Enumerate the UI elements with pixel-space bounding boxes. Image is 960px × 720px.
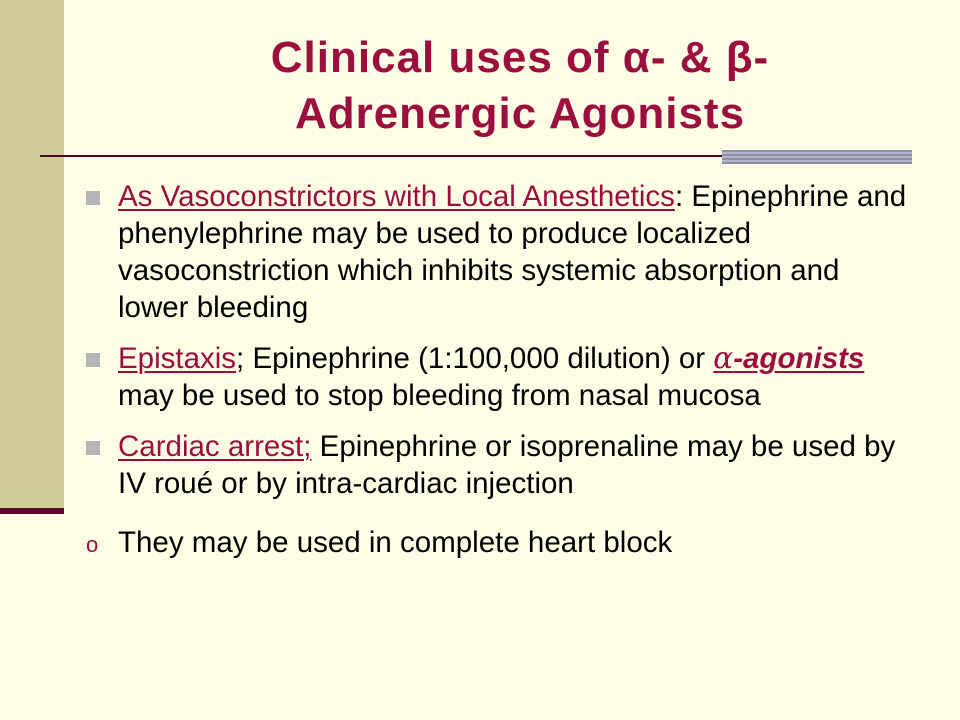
left-decorative-band [0, 0, 64, 512]
left-band-rule [0, 508, 64, 514]
item-separator: : [674, 180, 684, 213]
alpha-symbol: α [713, 341, 734, 375]
slide-title [80, 30, 960, 142]
list-item [86, 340, 916, 414]
square-bullet-icon [86, 191, 100, 205]
item-link-cardiac-arrest[interactable]: Cardiac arrest; [118, 430, 312, 463]
item-text: Epinephrine and phenylephrine may be used to produce localized vasoconstriction which inhibits systemic absorption and lower bleeding [118, 180, 907, 324]
item-text-continued: may be used to stop bleeding from nasal mucosa [118, 379, 761, 412]
circle-bullet-icon: o [86, 532, 99, 557]
item-link-epistaxis[interactable]: Epistaxis [118, 342, 237, 375]
bullet-list [86, 178, 916, 575]
item-text: They may be used in complete heart block [118, 526, 673, 559]
item-link-vasoconstrictors[interactable]: As Vasoconstrictors with Local Anesthetics [118, 180, 675, 213]
alpha-agonists-label: -agonists [733, 342, 865, 375]
title-accent-bar [722, 150, 912, 164]
item-text: ; Epinephrine (1:100,000 dilution) or [236, 342, 714, 375]
list-item [86, 524, 916, 561]
list-item [86, 428, 916, 502]
title-line-2: Adrenergic Agonists [294, 89, 746, 138]
list-item [86, 178, 916, 326]
item-link-alpha-agonists[interactable] [713, 342, 864, 375]
title-line-1: Clinical uses of α- & β- [270, 33, 770, 82]
square-bullet-icon [86, 353, 100, 367]
square-bullet-icon [86, 441, 100, 455]
item-text: Epinephrine or isoprenaline may be used by IV roué or by intra-cardiac injection [118, 430, 896, 500]
